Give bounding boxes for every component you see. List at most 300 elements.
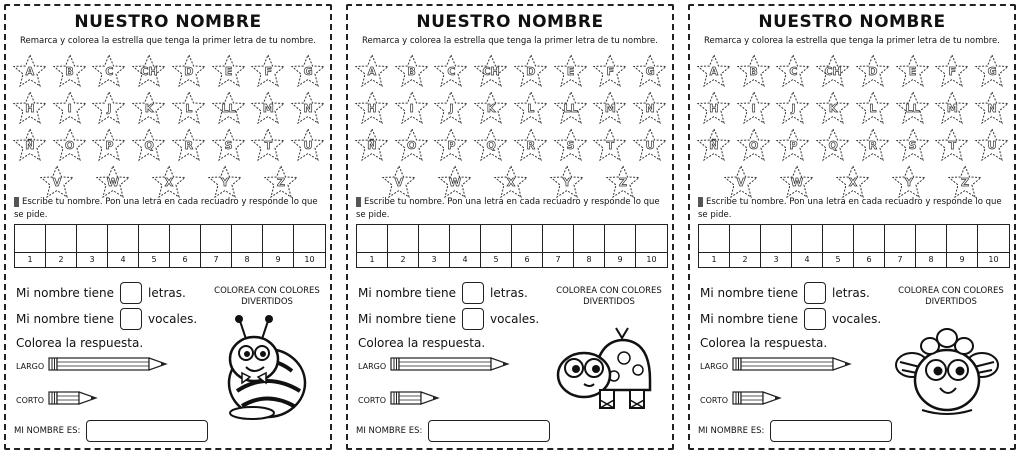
letter-box[interactable] (792, 225, 822, 253)
letter-cell[interactable] (823, 225, 854, 267)
letter-star[interactable] (354, 91, 390, 125)
cell-number: 7 (897, 255, 903, 264)
star-letter: Z (277, 176, 285, 189)
answer-prompt: Colorea la respuesta. (16, 336, 144, 350)
star-letter: O (406, 139, 417, 152)
letters-question-suffix: letras. (832, 286, 870, 300)
letter-star[interactable] (895, 54, 931, 88)
pencil-icon (698, 197, 703, 207)
letter-box[interactable] (170, 225, 200, 253)
letter-box[interactable] (263, 225, 293, 253)
letter-star[interactable] (211, 54, 247, 88)
letter-star[interactable] (493, 165, 529, 199)
my-name-box[interactable] (428, 420, 550, 442)
letter-box[interactable] (481, 225, 511, 253)
star-letter: CH (824, 65, 842, 78)
letter-star[interactable] (736, 128, 772, 162)
letters-question-suffix: letras. (490, 286, 528, 300)
letters-question (16, 282, 186, 304)
letter-star[interactable] (553, 128, 589, 162)
star-letter: J (791, 102, 796, 115)
letter-star[interactable] (290, 54, 326, 88)
letter-star[interactable] (974, 54, 1010, 88)
letter-box[interactable] (232, 225, 262, 253)
star-letter: W (448, 176, 462, 189)
long-label: LARGO (16, 362, 45, 371)
cell-number: 1 (27, 255, 33, 264)
star-row (352, 165, 670, 199)
letter-box[interactable] (46, 225, 76, 253)
letter-cell[interactable] (388, 225, 419, 267)
letter-star[interactable] (855, 91, 891, 125)
star-letter: U (303, 139, 313, 152)
short-label: CORTO (358, 396, 387, 405)
letter-star[interactable] (354, 54, 390, 88)
letter-star[interactable] (696, 128, 732, 162)
letter-star[interactable] (855, 128, 891, 162)
vowels-question-suffix: vocales. (490, 312, 540, 326)
letter-star[interactable] (775, 54, 811, 88)
letters-question-suffix: letras. (148, 286, 186, 300)
letter-star[interactable] (131, 91, 167, 125)
cell-number: 4 (804, 255, 810, 264)
letter-star[interactable] (895, 91, 931, 125)
star-letter: Z (961, 176, 969, 189)
answer-prompt: Colorea la respuesta. (700, 336, 828, 350)
star-letter: LL (905, 102, 920, 115)
star-letter: E (908, 65, 917, 78)
vowels-question-prefix: Mi nombre tiene (358, 312, 457, 326)
letter-star[interactable] (473, 91, 509, 125)
star-letter: D (526, 65, 536, 78)
star-letter: H (367, 102, 377, 115)
letter-star[interactable] (592, 91, 628, 125)
letter-star[interactable] (290, 128, 326, 162)
vowels-count-box[interactable] (804, 308, 826, 330)
letter-cell[interactable] (543, 225, 574, 267)
star-letter: C (789, 65, 798, 78)
star-letter: C (447, 65, 456, 78)
long-label: LARGO (700, 362, 729, 371)
write-name-text: Escribe tu nombre. Pon una letra en cada recuadro y responde lo que se pide. (14, 197, 318, 220)
letter-star[interactable] (52, 128, 88, 162)
star-letter: L (185, 102, 193, 115)
worksheet-title: NUESTRO NOMBRE (74, 12, 262, 32)
cell-number: 3 (773, 255, 779, 264)
star-letter: V (52, 176, 62, 189)
vowels-count-box[interactable] (462, 308, 484, 330)
star-letter: R (526, 139, 536, 152)
star-letter: U (987, 139, 997, 152)
letter-cell[interactable] (916, 225, 947, 267)
long-pencil-icon[interactable] (732, 356, 854, 376)
bee-illustration (892, 320, 1002, 424)
letter-star[interactable] (974, 91, 1010, 125)
letter-cell[interactable] (636, 225, 667, 267)
letter-cell[interactable] (854, 225, 885, 267)
letter-star[interactable] (250, 54, 286, 88)
long-pencil-icon[interactable] (390, 356, 512, 376)
name-letter-grid (14, 224, 326, 268)
star-letter: Y (905, 176, 913, 189)
letters-question (358, 282, 528, 304)
letter-star[interactable] (473, 54, 509, 88)
letter-star[interactable] (437, 165, 473, 199)
letter-star[interactable] (394, 128, 430, 162)
letter-cell[interactable] (263, 225, 294, 267)
letters-count-box[interactable] (120, 282, 142, 304)
cell-number: 4 (462, 255, 468, 264)
letter-star[interactable] (433, 54, 469, 88)
star-letter: N (645, 102, 655, 115)
letter-stars (694, 54, 1012, 202)
short-pencil-icon[interactable] (48, 390, 100, 410)
letter-star[interactable] (934, 128, 970, 162)
letter-star[interactable] (211, 128, 247, 162)
letter-star[interactable] (513, 91, 549, 125)
letter-star[interactable] (39, 165, 75, 199)
letter-star[interactable] (779, 165, 815, 199)
cell-number: 2 (58, 255, 64, 264)
letter-box[interactable] (294, 225, 325, 253)
letter-star[interactable] (632, 91, 668, 125)
letter-cell[interactable] (761, 225, 792, 267)
letter-star[interactable] (947, 165, 983, 199)
letter-star[interactable] (91, 91, 127, 125)
write-name-prompt (698, 196, 1010, 222)
worksheet-title: NUESTRO NOMBRE (416, 12, 604, 32)
vowels-question (16, 308, 197, 330)
star-letter: L (527, 102, 535, 115)
letter-cell[interactable] (792, 225, 823, 267)
letter-cell[interactable] (108, 225, 139, 267)
letter-star[interactable] (250, 128, 286, 162)
letter-cell[interactable] (605, 225, 636, 267)
letter-star[interactable] (354, 128, 390, 162)
star-letter: S (908, 139, 917, 152)
star-letter: V (394, 176, 404, 189)
letter-star[interactable] (592, 54, 628, 88)
letters-question (700, 282, 870, 304)
short-pencil-icon[interactable] (732, 390, 784, 410)
letter-cell[interactable] (77, 225, 108, 267)
letter-cell[interactable] (481, 225, 512, 267)
cell-number: 6 (182, 255, 188, 264)
star-letter: CH (140, 65, 158, 78)
star-row (10, 128, 328, 162)
star-letter: U (645, 139, 655, 152)
worksheet-card (4, 4, 332, 450)
cell-number: 9 (959, 255, 965, 264)
letter-star[interactable] (513, 54, 549, 88)
star-letter: LL (221, 102, 236, 115)
name-letter-grid (698, 224, 1010, 268)
letter-star[interactable] (290, 91, 326, 125)
my-name-label: MI NOMBRE ES: (14, 426, 81, 436)
star-letter: E (566, 65, 575, 78)
letter-box[interactable] (605, 225, 635, 253)
letter-star[interactable] (394, 91, 430, 125)
letter-star[interactable] (736, 54, 772, 88)
cell-number: 6 (524, 255, 530, 264)
letter-star[interactable] (52, 91, 88, 125)
star-instruction: Remarca y colorea la estrella que tenga la primer letra de tu nombre. (704, 36, 1000, 46)
letter-star[interactable] (151, 165, 187, 199)
letter-star[interactable] (171, 91, 207, 125)
color-prompt: COLOREA CON COLORES DIVERTIDOS (556, 286, 662, 307)
letter-star[interactable] (95, 165, 131, 199)
letter-star[interactable] (934, 91, 970, 125)
cell-number: 8 (244, 255, 250, 264)
star-row (694, 128, 1012, 162)
letter-star[interactable] (723, 165, 759, 199)
letter-star[interactable] (696, 91, 732, 125)
star-letter: D (868, 65, 878, 78)
star-row (694, 165, 1012, 199)
letter-cell[interactable] (139, 225, 170, 267)
cell-number: 5 (151, 255, 157, 264)
vowels-question-prefix: Mi nombre tiene (16, 312, 115, 326)
letter-star[interactable] (549, 165, 585, 199)
letter-cell[interactable] (699, 225, 730, 267)
letter-cell[interactable] (512, 225, 543, 267)
short-label: CORTO (700, 396, 729, 405)
letters-count-box[interactable] (462, 282, 484, 304)
letter-star[interactable] (775, 91, 811, 125)
star-letter: T (606, 139, 615, 152)
letter-cell[interactable] (730, 225, 761, 267)
letter-star[interactable] (381, 165, 417, 199)
write-name-text: Escribe tu nombre. Pon una letra en cada recuadro y responde lo que se pide. (698, 197, 1002, 220)
cell-number: 6 (866, 255, 872, 264)
letter-star[interactable] (52, 54, 88, 88)
letter-star[interactable] (736, 91, 772, 125)
short-label: CORTO (16, 396, 45, 405)
letter-star[interactable] (632, 128, 668, 162)
letter-star[interactable] (250, 91, 286, 125)
letter-box[interactable] (543, 225, 573, 253)
snail-illustration (212, 311, 312, 425)
letters-count-box[interactable] (804, 282, 826, 304)
star-letter: B (407, 65, 416, 78)
star-letter: P (789, 139, 798, 152)
letter-star[interactable] (815, 54, 851, 88)
letter-box[interactable] (419, 225, 449, 253)
cell-number: 2 (400, 255, 406, 264)
letter-star[interactable] (12, 91, 48, 125)
letter-cell[interactable] (947, 225, 978, 267)
letter-star[interactable] (433, 91, 469, 125)
cell-number: 5 (493, 255, 499, 264)
star-letter: J (449, 102, 454, 115)
star-letter: A (709, 65, 719, 78)
letter-cell[interactable] (885, 225, 916, 267)
letter-cell[interactable] (232, 225, 263, 267)
letter-box[interactable] (77, 225, 107, 253)
letter-box[interactable] (916, 225, 946, 253)
letter-star[interactable] (632, 54, 668, 88)
letter-star[interactable] (131, 54, 167, 88)
letter-box[interactable] (761, 225, 791, 253)
answer-prompt: Colorea la respuesta. (358, 336, 486, 350)
star-letter: N (987, 102, 997, 115)
long-pencil-icon[interactable] (48, 356, 170, 376)
star-row (10, 91, 328, 125)
letter-box[interactable] (947, 225, 977, 253)
letter-star[interactable] (171, 54, 207, 88)
letter-box[interactable] (388, 225, 418, 253)
letter-star[interactable] (815, 91, 851, 125)
letter-box[interactable] (357, 225, 387, 253)
letter-star[interactable] (12, 128, 48, 162)
star-instruction: Remarca y colorea la estrella que tenga la primer letra de tu nombre. (362, 36, 658, 46)
long-label: LARGO (358, 362, 387, 371)
letter-star[interactable] (895, 128, 931, 162)
letter-box[interactable] (885, 225, 915, 253)
letter-star[interactable] (91, 128, 127, 162)
letter-cell[interactable] (978, 225, 1009, 267)
letter-star[interactable] (815, 128, 851, 162)
letter-stars (352, 54, 670, 202)
cell-number: 1 (369, 255, 375, 264)
star-letter: C (105, 65, 114, 78)
letter-box[interactable] (201, 225, 231, 253)
cell-number: 9 (275, 255, 281, 264)
letter-box[interactable] (636, 225, 667, 253)
letter-cell[interactable] (170, 225, 201, 267)
letter-box[interactable] (854, 225, 884, 253)
worksheet-card (346, 4, 674, 450)
letters-question-prefix: Mi nombre tiene (358, 286, 457, 300)
letter-star[interactable] (263, 165, 299, 199)
my-name-label: MI NOMBRE ES: (698, 426, 765, 436)
star-letter: O (64, 139, 75, 152)
my-name-line (14, 420, 208, 442)
letter-cell[interactable] (201, 225, 232, 267)
letter-star[interactable] (131, 128, 167, 162)
star-row (694, 91, 1012, 125)
cell-number: 5 (835, 255, 841, 264)
star-row (352, 128, 670, 162)
star-letter: M (946, 102, 958, 115)
letter-cell[interactable] (294, 225, 325, 267)
letter-star[interactable] (605, 165, 641, 199)
letter-cell[interactable] (15, 225, 46, 267)
star-letter: G (303, 65, 313, 78)
vowels-question (358, 308, 539, 330)
star-letter: R (184, 139, 194, 152)
letter-star[interactable] (433, 128, 469, 162)
star-letter: Ñ (25, 139, 35, 152)
color-prompt: COLOREA CON COLORES DIVERTIDOS (214, 286, 320, 307)
letter-star[interactable] (592, 128, 628, 162)
cell-number: 8 (586, 255, 592, 264)
star-letter: G (987, 65, 997, 78)
letter-box[interactable] (823, 225, 853, 253)
letter-box[interactable] (699, 225, 729, 253)
star-letter: P (105, 139, 114, 152)
star-letter: T (264, 139, 273, 152)
cell-number: 8 (928, 255, 934, 264)
letter-star[interactable] (473, 128, 509, 162)
star-letter: P (447, 139, 456, 152)
letter-cell[interactable] (574, 225, 605, 267)
letter-star[interactable] (855, 54, 891, 88)
color-prompt: COLOREA CON COLORES DIVERTIDOS (898, 286, 1004, 307)
letter-box[interactable] (978, 225, 1009, 253)
vowels-count-box[interactable] (120, 308, 142, 330)
letter-box[interactable] (108, 225, 138, 253)
star-letter: CH (482, 65, 500, 78)
letter-box[interactable] (730, 225, 760, 253)
star-letter: V (736, 176, 746, 189)
letter-box[interactable] (139, 225, 169, 253)
letter-star[interactable] (207, 165, 243, 199)
letter-star[interactable] (696, 54, 732, 88)
letter-star[interactable] (553, 91, 589, 125)
cell-number: 3 (89, 255, 95, 264)
star-letter: B (65, 65, 74, 78)
letter-box[interactable] (512, 225, 542, 253)
short-pencil-icon[interactable] (390, 390, 442, 410)
letter-cell[interactable] (46, 225, 77, 267)
letter-star[interactable] (974, 128, 1010, 162)
letters-question-prefix: Mi nombre tiene (16, 286, 115, 300)
letter-box[interactable] (450, 225, 480, 253)
star-row (694, 54, 1012, 88)
letter-box[interactable] (15, 225, 45, 253)
star-letter: I (751, 102, 756, 115)
star-letter: Q (486, 139, 496, 152)
pencil-icon (14, 197, 19, 207)
letter-star[interactable] (91, 54, 127, 88)
star-row (352, 91, 670, 125)
letter-box[interactable] (574, 225, 604, 253)
star-letter: A (367, 65, 377, 78)
star-letter: M (262, 102, 274, 115)
star-letter: E (224, 65, 233, 78)
letter-cell[interactable] (450, 225, 481, 267)
letter-star[interactable] (171, 128, 207, 162)
my-name-box[interactable] (86, 420, 208, 442)
letter-star[interactable] (12, 54, 48, 88)
star-letter: N (303, 102, 313, 115)
star-letter: K (828, 102, 838, 115)
letter-cell[interactable] (419, 225, 450, 267)
star-letter: F (948, 65, 957, 78)
pencil-icon (356, 197, 361, 207)
star-letter: Q (828, 139, 838, 152)
letter-star[interactable] (553, 54, 589, 88)
my-name-label: MI NOMBRE ES: (356, 426, 423, 436)
letter-star[interactable] (835, 165, 871, 199)
cell-number: 10 (304, 255, 315, 264)
star-letter: K (486, 102, 496, 115)
cell-number: 1 (711, 255, 717, 264)
cell-number: 3 (431, 255, 437, 264)
letter-star[interactable] (211, 91, 247, 125)
star-letter: B (749, 65, 758, 78)
letter-star[interactable] (394, 54, 430, 88)
letter-star[interactable] (513, 128, 549, 162)
my-name-box[interactable] (770, 420, 892, 442)
letter-star[interactable] (891, 165, 927, 199)
letter-cell[interactable] (357, 225, 388, 267)
star-instruction: Remarca y colorea la estrella que tenga la primer letra de tu nombre. (20, 36, 316, 46)
letter-star[interactable] (934, 54, 970, 88)
star-letter: LL (563, 102, 578, 115)
letter-star[interactable] (775, 128, 811, 162)
